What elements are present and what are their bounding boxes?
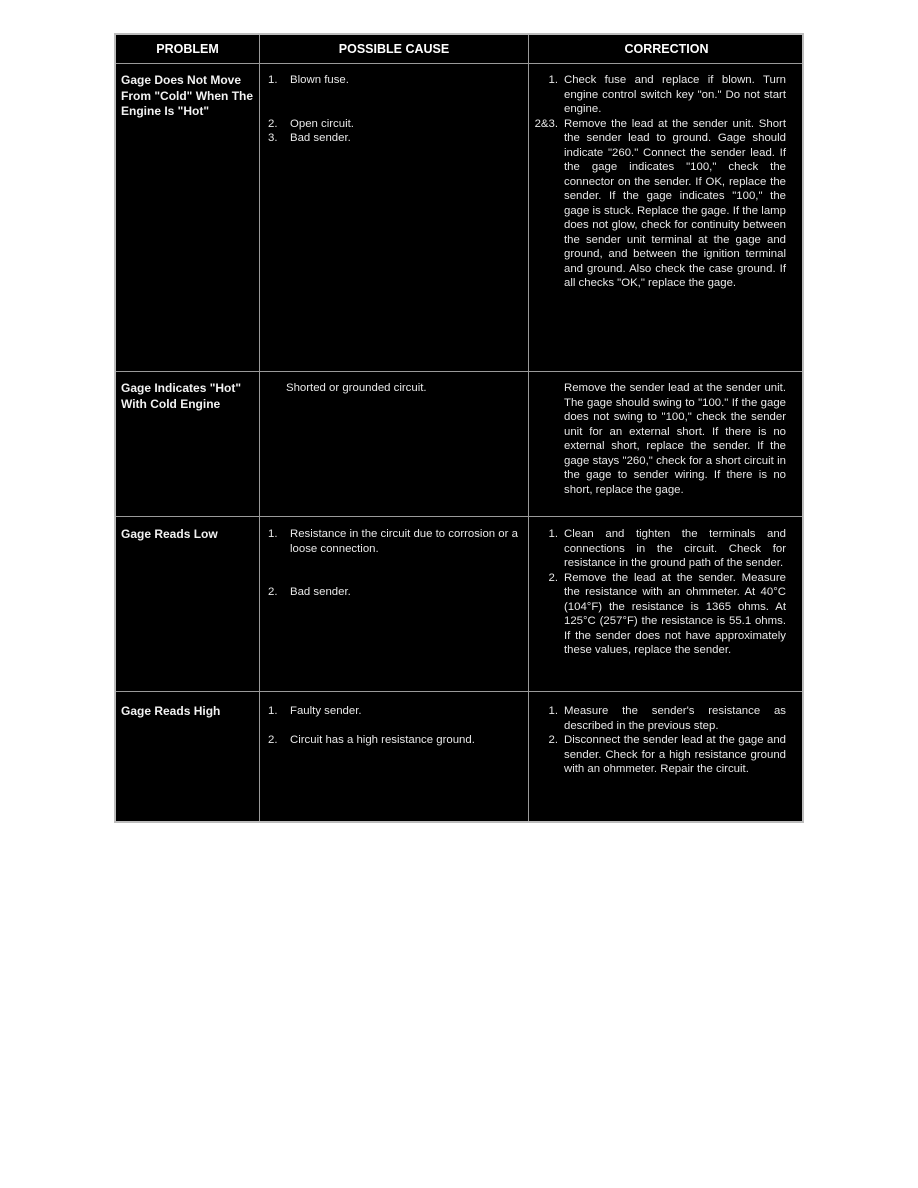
possible-cause-cell [268,704,523,748]
row-divider [116,516,802,517]
cause-item [268,527,523,556]
cause-text: Bad sender. [290,586,351,598]
column-divider [259,35,260,821]
header-problem: PROBLEM [156,42,219,56]
correction-item [530,73,786,117]
correction-item [530,117,786,291]
cause-text: Faulty sender. [290,705,362,717]
correction-item [530,704,786,733]
item-number: 2. [548,571,558,584]
correction-item [530,733,786,777]
item-number: 3. [268,132,278,144]
correction-item [530,571,786,658]
troubleshooting-table [114,33,804,823]
correction-text: Measure the sender's resistance as described in the previous step. [564,705,786,732]
possible-cause-cell [268,73,523,146]
header-correction: CORRECTION [624,42,709,56]
item-number: 2. [268,586,278,598]
problem-text: Gage Reads Low [121,527,218,541]
problem-text: Gage Does Not Move From "Cold" When The Engine Is "Hot" [121,73,254,118]
column-divider [528,35,529,821]
row-divider [116,371,802,372]
item-number: 1. [268,74,278,86]
cause-text: Circuit has a high resistance ground. [290,734,475,746]
correction-text: Disconnect the sender lead at the gage and sender. Check for a high resistance ground with an ohmmeter. Repair the circuit. [564,734,786,775]
cause-item [268,73,523,88]
item-number: 2. [268,117,278,130]
problem-text: Gage Reads High [121,704,221,718]
item-number: 2. [268,734,278,746]
cause-text: Blown fuse. [290,74,349,86]
cause-text: Resistance in the circuit due to corrosion or a loose connection. [290,528,518,555]
header-possible-cause: POSSIBLE CAUSE [338,42,450,56]
item-number: 1. [548,705,558,717]
correction-text: Remove the sender lead at the sender unit. The gage should swing to "100." If the gage does not swing to "100," check the sender unit for an external short. If there is no external short, replace the sender. If the gage stays "260," check for a short circuit in the gage to sender wiring. If there is no short, replace the gage. [564,382,786,496]
correction-text: Remove the lead at the sender unit. Short the sender lead to ground. Gage should indicate "260." Connect the sender lead. If the gage indicates "100," check the connector on the sender. If OK, replace the sender. If the gage indicates "100," the gage is stuck. Replace the gage. If the lamp does not glow, check for continuity between the sender unit terminal at the gage and ground, and between the ignition terminal and ground. Also check the case ground. If all checks "OK," replace the gage. [564,117,786,289]
correction-text: Check fuse and replace if blown. Turn engine control switch key "on." Do not start engine. [564,74,786,115]
correction-cell [530,73,786,291]
possible-cause-cell [268,527,523,600]
item-number: 2. [548,734,558,746]
correction-cell [530,527,786,658]
correction-text: Remove the lead at the sender. Measure the resistance with an ohmmeter. At 40°C (104°F) the resistance is 1365 ohms. At 125°C (257°F) the resistance is 55.1 ohms. If the sender does not have approximately these values, replace the sender. [564,571,786,656]
item-number: 1. [548,74,558,86]
cause-item [268,585,523,600]
item-number: 1. [268,528,278,540]
cause-text: Shorted or grounded circuit. [286,382,427,394]
correction-cell [530,704,786,777]
correction-item [530,527,786,571]
cause-item [268,117,523,132]
cause-item [268,131,523,146]
header-divider [116,63,802,64]
cause-text: Bad sender. [290,132,351,144]
possible-cause-cell [268,381,523,396]
cause-item [268,733,523,748]
item-number: 2&3. [534,117,558,130]
item-number: 1. [268,705,278,717]
cause-text: Open circuit. [290,117,354,130]
item-number: 1. [548,528,558,540]
cause-item [268,704,523,719]
correction-text: Clean and tighten the terminals and connections in the circuit. Check for resistance in the ground path of the sender. [564,528,786,569]
correction-cell [530,381,786,497]
problem-text: Gage Indicates "Hot" With Cold Engine [121,381,242,411]
row-divider [116,691,802,692]
